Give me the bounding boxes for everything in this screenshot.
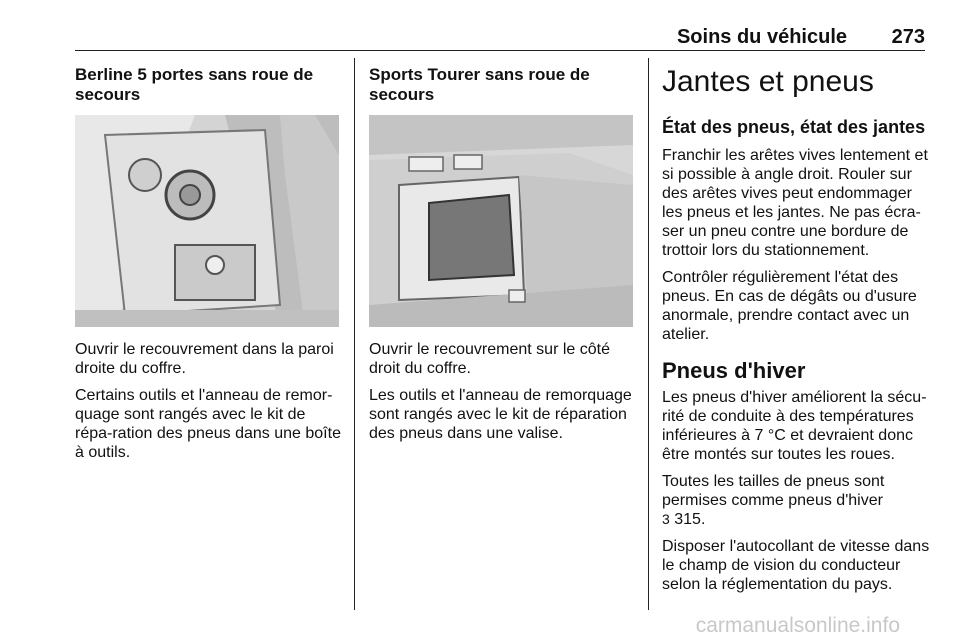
column-wheels-tyres bbox=[662, 65, 930, 602]
sedan-heading: Berline 5 portes sans roue de secours bbox=[75, 65, 314, 104]
sedan-paragraph-2: Certains outils et l'anneau de remor-quage sont rangés avec le kit de répa-ration des pneus dans une boîte à outils. bbox=[75, 387, 341, 461]
watermark: carmanualsonline.info bbox=[695, 614, 900, 637]
winter-tyres-paragraph-2-text: Toutes les tailles de pneus sont permises comme pneus d'hiver bbox=[662, 473, 885, 509]
sports-tourer-paragraph-2: Les outils et l'anneau de remorquage sont rangés avec le kit de réparation des pneus dans une valise. bbox=[369, 387, 632, 442]
sports-tourer-text bbox=[369, 340, 641, 451]
sedan-paragraph-1: Ouvrir le recouvrement dans la paroi droite du coffre. bbox=[75, 341, 334, 377]
sports-tourer-heading: Sports Tourer sans roue de secours bbox=[369, 65, 590, 104]
winter-tyres-paragraph-2 bbox=[662, 472, 930, 529]
trunk-toolbox-illustration bbox=[75, 115, 339, 327]
column-sedan bbox=[75, 65, 345, 461]
winter-tyres-paragraph-1: Les pneus d'hiver améliorent la sécu-rité de conduite à des températures inférieures à 7 °C et devraient donc être montés sur toutes les roues. bbox=[662, 389, 927, 463]
tyre-condition-paragraph-2: Contrôler régulièrement l'état des pneus. En cas de dégâts ou d'usure anormale, prendre contact avec un atelier. bbox=[662, 269, 917, 343]
page-header bbox=[75, 20, 925, 51]
tyre-condition-paragraph-1: Franchir les arêtes vives lentement et si possible à angle droit. Rouler sur des arêtes vives peut endommager les pneus et les jantes. Ne pas écra-ser un pneu contre une bordure de trottoir lors du stationnement. bbox=[662, 147, 928, 259]
tyre-condition-heading: État des pneus, état des jantes bbox=[662, 117, 926, 137]
page-reference-link[interactable]: 315. bbox=[674, 511, 706, 528]
column-sports-tourer bbox=[369, 65, 637, 442]
winter-tyres-paragraph-3: Disposer l'autocollant de vitesse dans le champ de vision du conducteur selon la réglementation du pays. bbox=[662, 538, 930, 593]
sedan-text bbox=[75, 340, 347, 470]
sports-tourer-paragraph-1: Ouvrir le recouvrement sur le côté droit du coffre. bbox=[369, 341, 610, 377]
column-divider-1 bbox=[354, 58, 355, 610]
page-reference-icon: 3 bbox=[662, 511, 670, 527]
column-divider-2 bbox=[648, 58, 649, 610]
winter-tyres-heading: Pneus d'hiver bbox=[662, 358, 806, 383]
page-number: 273 bbox=[891, 26, 925, 48]
wheels-tyres-title: Jantes et pneus bbox=[662, 65, 874, 98]
trunk-side-compartment-illustration bbox=[369, 115, 633, 327]
header-section-title: Soins du véhicule bbox=[676, 26, 847, 48]
